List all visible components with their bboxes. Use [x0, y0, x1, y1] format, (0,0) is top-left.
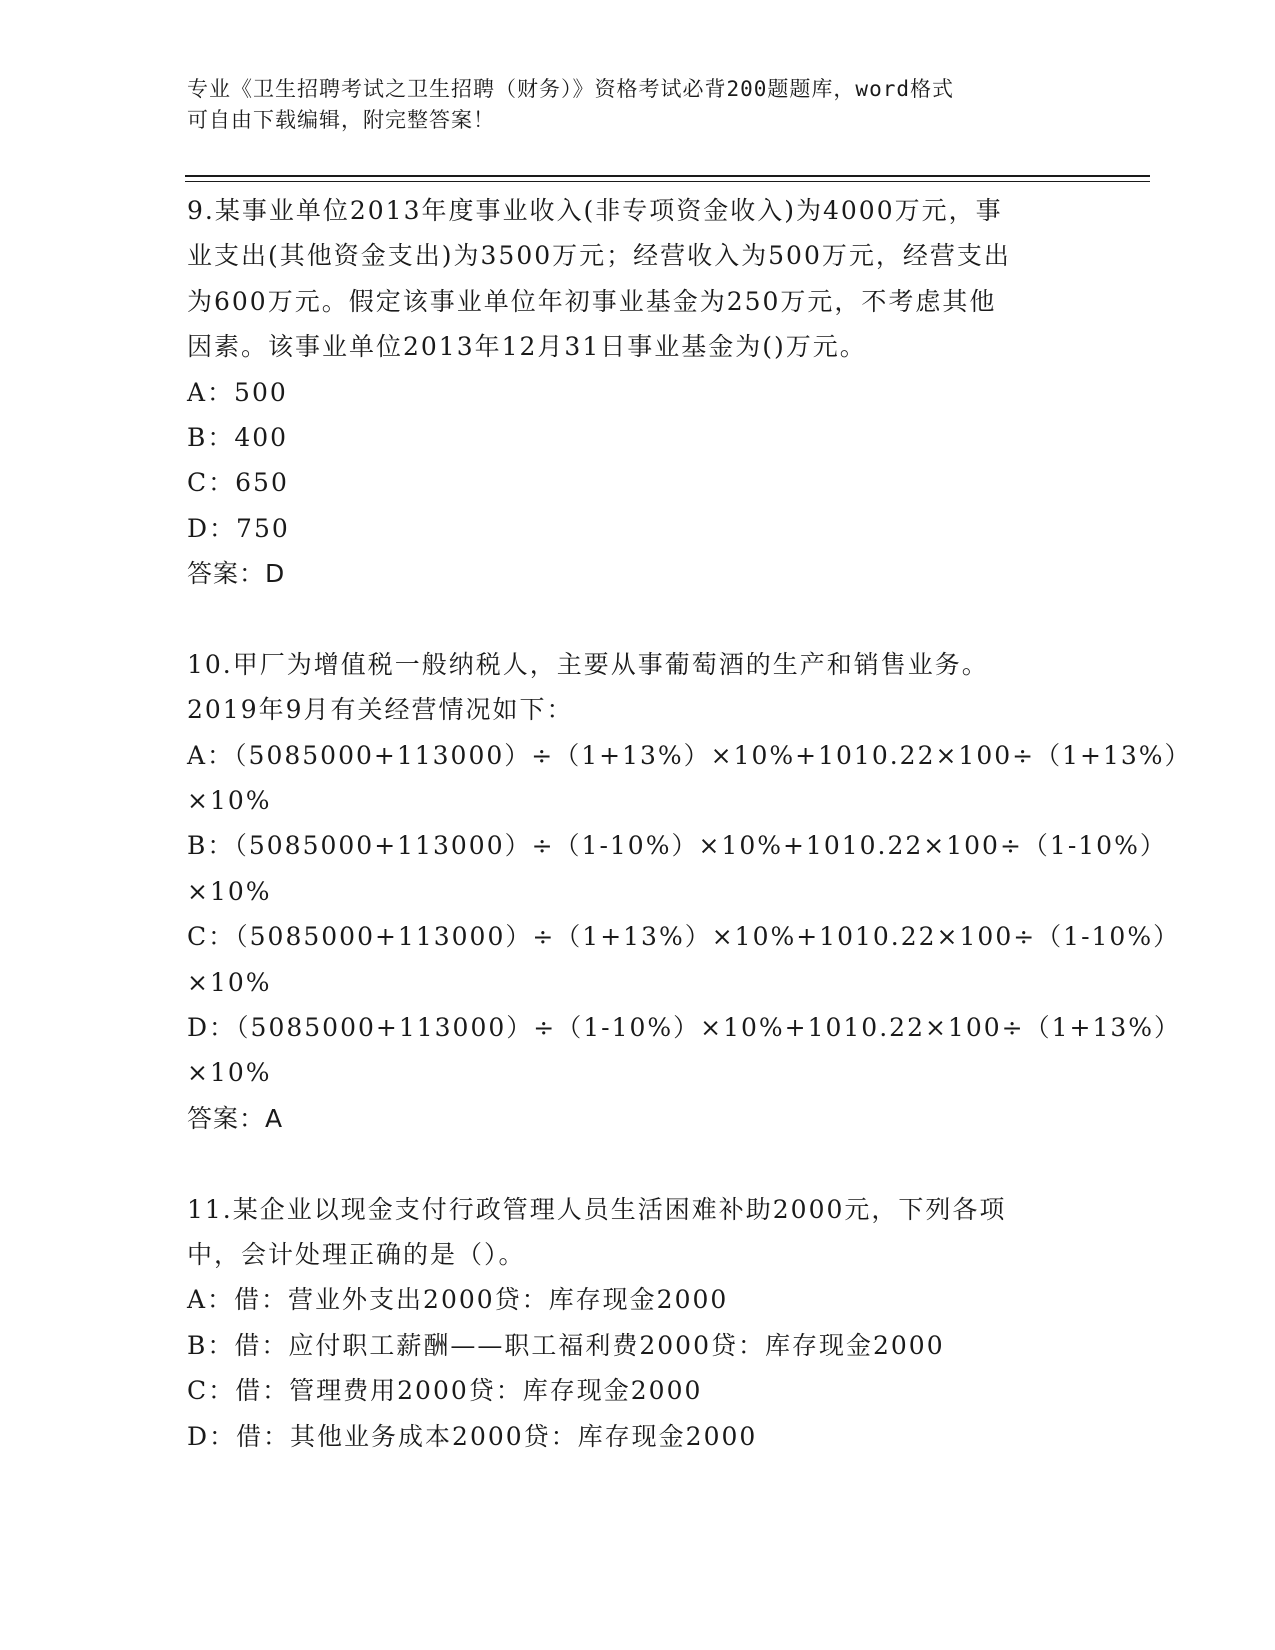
answer-text: 答案：D — [187, 559, 286, 589]
question-text-line: 11.某企业以现金支付行政管理人员生活困难补助2000元，下列各项 — [187, 1194, 1007, 1224]
document-header — [187, 74, 1067, 136]
header-line-1: 专业《卫生招聘考试之卫生招聘（财务）》资格考试必背200题题库，word格式 — [187, 77, 954, 101]
option-b-continued: ×10% — [187, 876, 272, 906]
question-text-line: 为600万元。假定该事业单位年初事业基金为250万元，不考虑其他 — [187, 286, 997, 316]
option-b: B：借：应付职工薪酬——职工福利费2000贷：库存现金2000 — [187, 1330, 945, 1360]
option-c: C：650 — [187, 468, 289, 498]
question-text-line: 10.甲厂为增值税一般纳税人，主要从事葡萄酒的生产和销售业务。 — [187, 649, 989, 679]
question-text-line: 业支出(其他资金支出)为3500万元；经营收入为500万元，经营支出 — [187, 241, 1011, 271]
question-spacer — [187, 597, 1087, 642]
header-divider-thick — [185, 175, 1150, 177]
question-text-line: 2019年9月有关经营情况如下： — [187, 695, 574, 725]
question-text-line: 9.某事业单位2013年度事业收入(非专项资金收入)为4000万元，事 — [187, 196, 1003, 225]
question-9 — [187, 188, 1087, 597]
question-10 — [187, 642, 1192, 1141]
option-a-continued: ×10% — [187, 786, 272, 816]
option-b: B：（5085000+113000）÷（1-10%）×10%+1010.22×100÷（1-10%） — [187, 831, 1167, 861]
question-11 — [187, 1187, 1087, 1459]
header-divider-thin — [185, 181, 1150, 182]
option-d-continued: ×10% — [187, 1058, 272, 1088]
question-text-line: 因素。该事业单位2013年12月31日事业基金为()万元。 — [187, 332, 867, 362]
question-spacer — [187, 1141, 1087, 1186]
header-line-2: 可自由下载编辑，附完整答案！ — [187, 108, 495, 132]
option-c: C：借：管理费用2000贷：库存现金2000 — [187, 1376, 703, 1406]
option-a: A：借：营业外支出2000贷：库存现金2000 — [187, 1285, 729, 1315]
option-d: D：（5085000+113000）÷（1-10%）×10%+1010.22×100÷（1+13%） — [187, 1013, 1182, 1043]
question-text-line: 中，会计处理正确的是（）。 — [187, 1239, 526, 1269]
answer-text: 答案：A — [187, 1103, 284, 1133]
option-a: A：500 — [187, 377, 288, 407]
option-c: C：（5085000+113000）÷（1+13%）×10%+1010.22×100÷（1-10%） — [187, 922, 1181, 952]
option-a: A：（5085000+113000）÷（1+13%）×10%+1010.22×100÷（1+13%） — [187, 740, 1192, 770]
option-c-continued: ×10% — [187, 967, 272, 997]
option-d: D：750 — [187, 513, 290, 543]
option-b: B：400 — [187, 422, 289, 452]
option-d: D：借：其他业务成本2000贷：库存现金2000 — [187, 1421, 758, 1451]
question-list — [187, 188, 1192, 1459]
